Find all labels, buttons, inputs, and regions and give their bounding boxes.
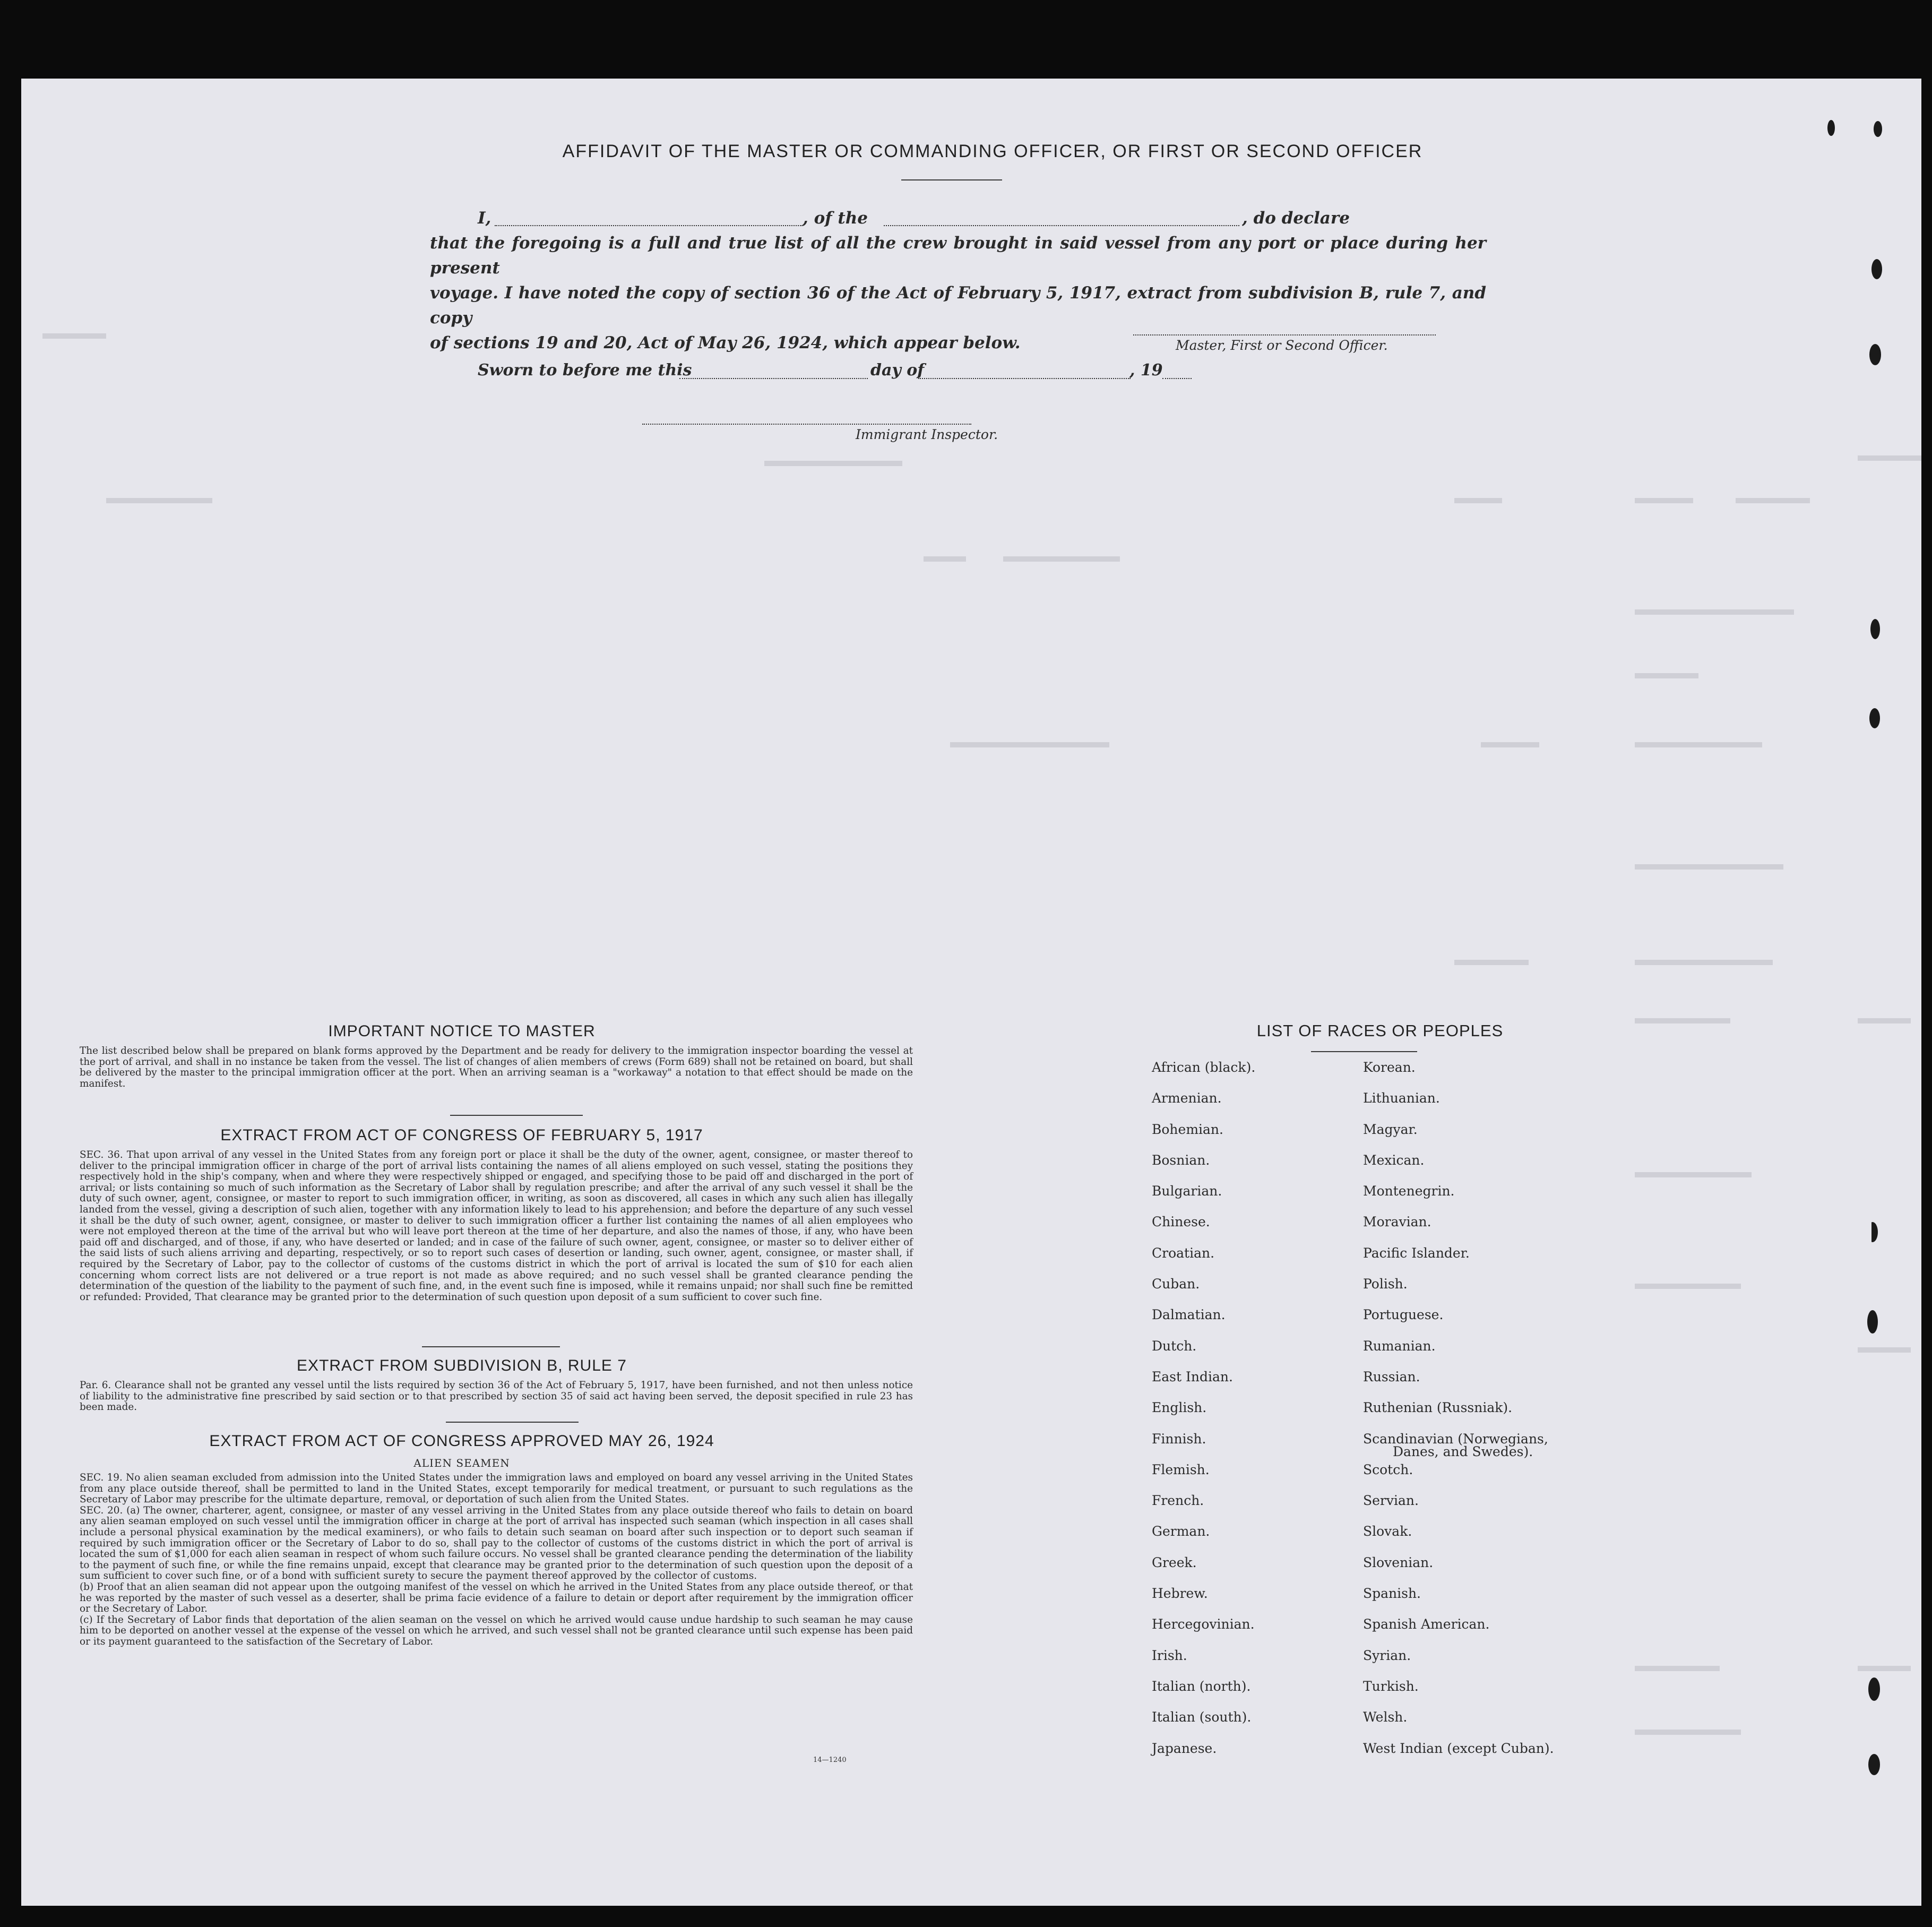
punch-hole — [1874, 121, 1882, 137]
race-item: Syrian. — [1363, 1647, 1411, 1663]
alien-seamen-subtitle: ALIEN SEAMEN — [413, 1457, 510, 1469]
race-item: Magyar. — [1363, 1121, 1418, 1137]
sec-20c: (c) If the Secretary of Labor finds that deportation of the alien seaman on the vessel on which he arrived would cause undue hardship to such seaman he may cause him to be deported on another vessel at the expense of the vessel on which he arrived, and such vessel shall not be granted clearance until such expense has been paid or its payment guaranteed to the satisfaction of the Secretary of Labor. — [80, 1614, 913, 1647]
race-item: Spanish American. — [1363, 1616, 1490, 1632]
race-item: Armenian. — [1152, 1090, 1222, 1106]
affidavit-title: AFFIDAVIT OF THE MASTER OR COMMANDING OFFICER, OR FIRST OR SECOND OFFICER — [562, 141, 1423, 161]
race-item: Dalmatian. — [1152, 1307, 1226, 1323]
year-prefix: , 19 — [1129, 361, 1163, 380]
master-signature-caption: Master, First or Second Officer. — [1176, 338, 1388, 353]
race-item: Turkish. — [1363, 1678, 1419, 1694]
race-item: German. — [1152, 1524, 1210, 1539]
race-item: Russian. — [1363, 1369, 1420, 1384]
affidavit-of-the: , of the — [803, 209, 868, 228]
races-title: LIST OF RACES OR PEOPLES — [1256, 1021, 1504, 1040]
race-item: Polish. — [1363, 1276, 1408, 1292]
sec-19: SEC. 19. No alien seaman excluded from admission into the United States under the immigration laws and employed on board any vessel arriving in the United States from any place outside thereof, shall be permitted to land in the United States, except temporarily for medical treatment, or pursuant to such regulations as the Secretary of Labor may prescribe for the ultimate departure, removal, or deportation of such alien from the United States. — [80, 1472, 913, 1506]
sworn-line — [478, 359, 1242, 382]
affidavit-do-declare: , do declare — [1242, 209, 1350, 228]
punch-hole — [1867, 1222, 1878, 1242]
race-item: Finnish. — [1152, 1431, 1206, 1447]
race-item: Portuguese. — [1363, 1307, 1444, 1323]
affidavit-line-4: of sections 19 and 20, Act of May 26, 1924, which appear below. — [430, 333, 1021, 352]
race-item: East Indian. — [1152, 1369, 1233, 1384]
extract-1924-text — [80, 1473, 913, 1648]
race-item-continuation: Danes, and Swedes). — [1393, 1443, 1533, 1459]
sworn-day-blank[interactable] — [679, 378, 868, 379]
title-divider — [901, 179, 1002, 180]
punch-hole — [1870, 619, 1880, 639]
race-item: Italian (north). — [1152, 1678, 1251, 1694]
race-item: Cuban. — [1152, 1276, 1200, 1292]
race-item: Hercegovinian. — [1152, 1616, 1255, 1632]
inspector-signature-blank[interactable] — [642, 424, 971, 425]
extract-1917-title: EXTRACT FROM ACT OF CONGRESS OF FEBRUARY 5, 1917 — [220, 1126, 703, 1144]
race-item: African (black). — [1152, 1060, 1256, 1075]
race-item: West Indian (except Cuban). — [1363, 1740, 1554, 1756]
section-divider — [450, 1115, 583, 1116]
race-item: Spanish. — [1363, 1586, 1421, 1602]
race-item: Hebrew. — [1152, 1586, 1208, 1602]
race-item: Korean. — [1363, 1060, 1416, 1075]
race-item: Chinese. — [1152, 1214, 1210, 1230]
race-item: French. — [1152, 1493, 1204, 1509]
punch-hole — [1869, 344, 1881, 365]
rule7-title: EXTRACT FROM SUBDIVISION B, RULE 7 — [297, 1357, 627, 1374]
race-item: Slovak. — [1363, 1524, 1412, 1539]
race-item: Bosnian. — [1152, 1152, 1210, 1168]
race-item: Scandinavian (Norwegians, Danes, and Swedes). — [1363, 1431, 1554, 1462]
punch-hole — [1827, 120, 1835, 136]
day-of-text: day of — [870, 361, 925, 380]
sworn-text: Sworn to before me this — [478, 361, 692, 380]
races-right-column — [1363, 1060, 1554, 1771]
punch-hole — [1868, 1754, 1880, 1775]
race-item: Servian. — [1363, 1493, 1419, 1509]
notice-text: The list described below shall be prepared on blank forms approved by the Department and be ready for delivery to the immigration inspector boarding the vessel at the port of arrival, and shall in no instance be taken from the vessel. The list of changes of alien members of crews (Form 689) shall not be retained on board, but shall be delivered by the master to the principal immigration officer at the port. When an arriving seaman is a "workaway" a notation to that effect should be made on the manifest. — [80, 1045, 913, 1089]
affidavit-i: I, — [478, 209, 491, 228]
extract-1924-title: EXTRACT FROM ACT OF CONGRESS APPROVED MAY 26, 1924 — [209, 1432, 714, 1450]
race-item: Croatian. — [1152, 1245, 1215, 1261]
affidavit-line-1 — [430, 206, 1486, 231]
master-signature-blank[interactable] — [1133, 334, 1436, 335]
extract-1917-text: SEC. 36. That upon arrival of any vessel in the United States from any foreign port or place it shall be the duty of the owner, agent, consignee, or master thereof to deliver to the principal immigration officer in charge of the port of arrival lists containing the names of all aliens employed on such vessel, stating the positions they respectively hold in the ship's company, when and where they were respectively shipped or engaged, and specifying those to be paid off and discharged in the port of arrival; or lists containing so much of such information as the Secretary of Labor shall by regulation prescribe; and after the arrival of any such vessel it shall be the duty of such owner, agent, consignee, or master to report to such immigration officer, in writing, as soon as discovered, all cases in which any such alien has illegally landed from the vessel, giving a description of such alien, together with any information likely to lead to his apprehension; and before the departure of any such vessel it shall be the duty of such owner, agent, consignee, or master to deliver to such immigration officer a further list containing the names of all alien employees who were not employed thereon at the time of the arrival but who will leave port thereon at the time of her departure, and also the names of those, if any, who have been paid off and discharged, and of those, if any, who have deserted or landed; and in case of the failure of such owner, agent, consignee, or master so to deliver either of the said lists of such aliens arriving and departing, respectively, or so to report such cases of desertion or landing, such owner, agent, consignee, or master shall, if required by the Secretary of Labor, pay to the collector of customs of the customs district in which the port of arrival is located the sum of $10 for each alien concerning whom correct lists are not delivered or a true report is not made as above required; and no such vessel shall be granted clearance pending the determination of the question of the liability to the payment of such fine, and, in the event such fine is imposed, while it remains unpaid; nor shall such fine be remitted or refunded: Provided, That clearance may be granted prior to the determination of such question upon deposit of a sum sufficient to cover such fine. — [80, 1149, 913, 1303]
race-item: Rumanian. — [1363, 1338, 1436, 1354]
sworn-month-blank[interactable] — [918, 378, 1131, 379]
sec-20b: (b) Proof that an alien seaman did not appear upon the outgoing manifest of the vessel on which he arrived in the United States from any place outside thereof, or that he was reported by the master of such vessel as a deserter, shall be prima facie evidence of a failure to detain or deport after requirement by the immigration officer or the Secretary of Labor. — [80, 1581, 913, 1615]
affidavit-line-2: that the foregoing is a full and true list of all the crew brought in said vessel from any port or place during her present — [430, 234, 1486, 278]
race-item: Greek. — [1152, 1554, 1197, 1570]
race-item: Moravian. — [1363, 1214, 1431, 1230]
races-left-column — [1152, 1060, 1255, 1771]
race-item: Dutch. — [1152, 1338, 1197, 1354]
punch-hole — [1867, 1310, 1878, 1334]
race-item: Scotch. — [1363, 1461, 1413, 1477]
race-item: Bulgarian. — [1152, 1183, 1222, 1199]
race-item: English. — [1152, 1400, 1207, 1416]
sec-20a: SEC. 20. (a) The owner, charterer, agent, consignee, or master of any vessel arriving in the United States from any place outside thereof who fails to detain on board any alien seaman employed on such vessel until the immigration officer in charge at the port of arrival has inspected such seaman (which inspection in all cases shall include a personal physical examination by the medical examiners), or who fails to detain such seaman on board after such inspection or to deport such seaman if required by such immigration officer or the Secretary of Labor to do so, shall pay to the collector of customs of the customs district in which the port of arrival is located the sum of $1,000 for each alien seaman in respect of whom such failure occurs. No vessel shall be granted clearance pending the determination of the liability to the payment of such fine, or while the fine remains unpaid, except that clearance may be granted prior to the determination of such question upon the deposit of a sum sufficient to cover such fine, or of a bond with sufficient surety to secure the payment thereof approved by the collector of customs. — [80, 1504, 913, 1582]
form-sheet — [21, 79, 1921, 1906]
race-item: Slovenian. — [1363, 1554, 1434, 1570]
race-item: Italian (south). — [1152, 1709, 1252, 1725]
punch-hole — [1868, 1677, 1880, 1701]
race-item: Montenegrin. — [1363, 1183, 1455, 1199]
race-item: Lithuanian. — [1363, 1090, 1440, 1106]
race-item: Irish. — [1152, 1647, 1187, 1663]
race-item: Mexican. — [1363, 1152, 1425, 1168]
race-item: Welsh. — [1363, 1709, 1408, 1725]
races-title-divider — [1311, 1051, 1417, 1052]
section-divider — [446, 1422, 579, 1423]
race-item: Bohemian. — [1152, 1121, 1223, 1137]
form-number: 14—1240 — [813, 1756, 847, 1764]
section-divider — [422, 1346, 560, 1347]
race-item: Ruthenian (Russniak). — [1363, 1400, 1513, 1416]
inspector-caption: Immigrant Inspector. — [856, 427, 998, 442]
vessel-name-blank[interactable] — [884, 225, 1239, 226]
notice-title: IMPORTANT NOTICE TO MASTER — [328, 1022, 596, 1040]
declarant-name-blank[interactable] — [495, 225, 803, 226]
punch-hole — [1869, 708, 1880, 728]
affidavit-body — [430, 231, 1486, 356]
rule7-text: Par. 6. Clearance shall not be granted any vessel until the lists required by section 36 of the Act of February 5, 1917, have been furnished, and not then unless notice of liability to the administrative fine prescribed by said section or to that prescribed by section 35 of said act having been served, the deposit specified in rule 23 has been made. — [80, 1380, 913, 1413]
race-item: Flemish. — [1152, 1461, 1210, 1477]
race-item: Pacific Islander. — [1363, 1245, 1470, 1261]
sworn-year-blank[interactable] — [1162, 378, 1192, 379]
affidavit-line-3: voyage. I have noted the copy of section 36 of the Act of February 5, 1917, extract from subdivision B, rule 7, and copy — [430, 283, 1486, 328]
punch-hole — [1871, 259, 1882, 279]
race-item: Japanese. — [1152, 1740, 1217, 1756]
